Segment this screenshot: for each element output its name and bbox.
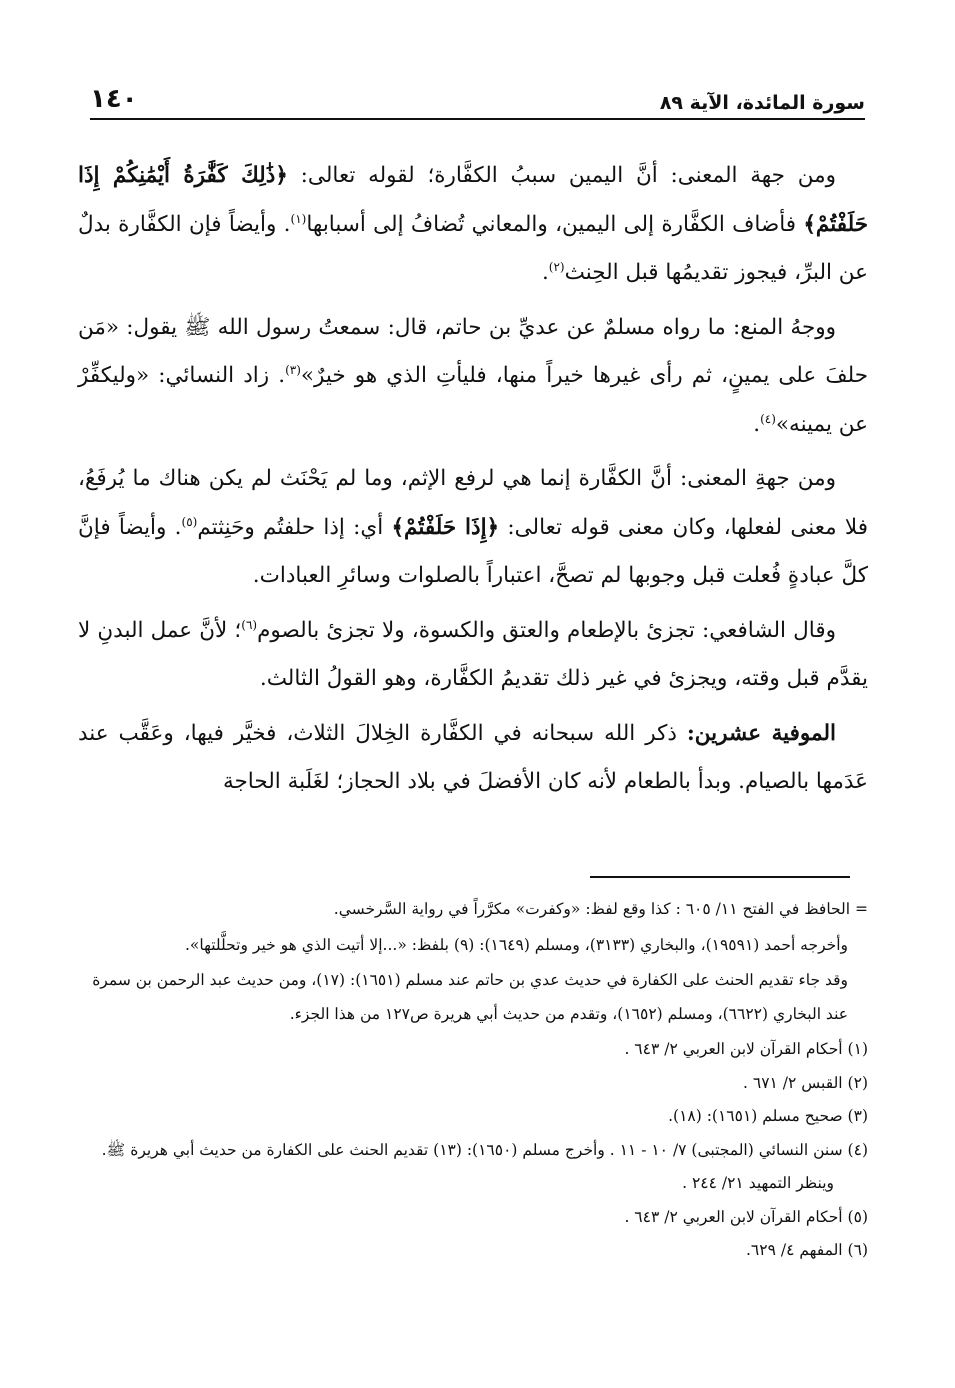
footnote-continuation-3: وقد جاء تقديم الحنث على الكفارة في حديث عدي بن حاتم عند مسلم (١٦٥١): (١٧)، ومن حديث عبد الرحمن بن سمرة عند البخاري (٦٦٢٢)، ومسلم (١٦٥٢)، وتقدم من حديث أبي هريرة ص١٢٧ من هذا الجزء. bbox=[92, 971, 848, 1023]
footnote-ref-4[interactable]: (٤) bbox=[760, 411, 776, 426]
paragraph-2-text-a: ووجهُ المنع: ما رواه مسلمٌ عن عديِّ بن حاتم، قال: سمعتُ رسول الله ﷺ يقول: «مَن حلفَ على يمينٍ، ثم رأى غيرها خيراً منها، فليأتِ الذي هو خيرٌ» bbox=[78, 314, 868, 388]
footnote-4 bbox=[78, 1134, 868, 1201]
footnote-text: القبس ٢/ ٦٧١ . bbox=[743, 1073, 843, 1092]
running-title: سورة المائدة، الآية ٨٩ bbox=[659, 92, 865, 114]
footnote-number: (٦) bbox=[847, 1241, 868, 1259]
paragraph-5-lead: الموفية عشرين: bbox=[686, 720, 836, 746]
paragraph-1 bbox=[78, 152, 868, 298]
paragraph-4-text-b: ؛ لأنَّ عمل البدنِ لا يقدَّم قبل وقته، ويجزئ في غير ذلك تقديمُ الكفَّارة، وهو القولُ الثالث. bbox=[78, 617, 868, 691]
footnote-continuation-2: وأخرجه أحمد (١٩٥٩١)، والبخاري (٣١٣٣)، ومسلم (١٦٤٩): (٩) بلفظ: «...إلا أتيت الذي هو خير وتحلَّلتها». bbox=[184, 935, 848, 954]
paragraph-3 bbox=[78, 455, 868, 601]
footnote-5 bbox=[78, 1201, 868, 1235]
paragraph-2 bbox=[78, 304, 868, 450]
footnotes bbox=[78, 893, 868, 1268]
paragraph-4 bbox=[78, 607, 868, 704]
paragraph-1-text-d: . bbox=[541, 260, 549, 285]
page-number: ١٤٠ bbox=[90, 84, 138, 114]
footnote-6 bbox=[78, 1234, 868, 1268]
paragraph-3-text-b: أي: إذا حلفتُم وحَنِثتم bbox=[197, 514, 392, 540]
paragraph-3-text-a: ومن جهةِ المعنى: أنَّ الكفَّارة إنما هي لرفع الإثم، وما لم يَحْنَث لم يكن هناك ما يُرفَعُ، فلا معنى لفعلها، وكان معنى قوله تعالى: bbox=[78, 466, 868, 540]
footnote-ref-3[interactable]: (٣) bbox=[285, 362, 301, 377]
paragraph-2-text-c: . bbox=[753, 411, 761, 437]
footnote-ref-6[interactable]: (٦) bbox=[241, 617, 258, 632]
paragraph-1-text-a: ومن جهة المعنى: أنَّ اليمين سببُ الكفَّارة؛ لقوله تعالى: bbox=[287, 163, 836, 188]
footnote-3 bbox=[78, 1100, 868, 1134]
footnote-ref-5[interactable]: (٥) bbox=[181, 514, 198, 529]
footnote-number: (٢) bbox=[847, 1073, 868, 1092]
quran-verse-1: ﴿ذَٰلِكَ كَفَّٰرَةُ أَيْمَٰنِكُمْ إِذَا حَلَفْتُمْ﴾ bbox=[78, 163, 869, 237]
footnote-number: (٣) bbox=[847, 1107, 868, 1125]
footnote-1 bbox=[78, 1033, 868, 1067]
footnote-divider bbox=[590, 876, 850, 878]
paragraph-5-text-a: ذكر الله سبحانه في الكفَّارة الخِلالَ الثلاث، فخيَّر فيها، وعَقَّب عند عَدَمها بالصيام. وبدأ بالطعام لأنه كان الأفضلَ في بلاد الحجاز؛ لغَلَبة الحاجة bbox=[78, 720, 868, 794]
paragraph-5 bbox=[78, 710, 868, 807]
footnote-2 bbox=[78, 1067, 868, 1101]
paragraph-4-text-a: وقال الشافعي: تجزئ بالإطعام والعتق والكسوة، ولا تجزئ بالصوم bbox=[257, 617, 836, 643]
footnote-ref-1[interactable]: (١) bbox=[290, 211, 307, 226]
footnote-text: أحكام القرآن لابن العربي ٢/ ٦٤٣ . bbox=[624, 1040, 843, 1058]
footnote-number: (١) bbox=[847, 1040, 868, 1058]
quran-verse-2: ﴿إِذَا حَلَفْتُمْ﴾ bbox=[391, 514, 500, 540]
footnote-text: أحكام القرآن لابن العربي ٢/ ٦٤٣ . bbox=[624, 1207, 843, 1226]
footnote-text: المفهم ٤/ ٦٢٩. bbox=[745, 1241, 843, 1259]
footnote-number: (٤) bbox=[847, 1140, 868, 1159]
paragraph-2-text-b: . زاد النسائي: «وليكفِّرْ عن يمينه» bbox=[78, 363, 868, 437]
paragraph-1-text-b: فأضاف الكفَّارة إلى اليمين، والمعاني تُضافُ إلى أسبابها bbox=[306, 211, 804, 237]
main-text bbox=[78, 152, 868, 813]
footnote-ref-2[interactable]: (٢) bbox=[548, 259, 565, 274]
paragraph-1-text-c: . وأيضاً فإن الكفَّارة بدلٌ عن البرِّ، فيجوز تقديمُها قبل الحِنث bbox=[78, 211, 868, 285]
footnote-text: صحيح مسلم (١٦٥١): (١٨). bbox=[668, 1107, 843, 1125]
paragraph-3-text-c: . وأيضاً فإنَّ كلَّ عبادةٍ فُعلت قبل وجوبها لم تصحَّ، اعتباراً بالصلوات وسائرِ العبادات. bbox=[78, 514, 868, 588]
running-header bbox=[90, 80, 865, 120]
footnote-continuation-1: = الحافظ في الفتح ١١/ ٦٠٥ : كذا وقع لفظ: «وكفرت» مكرَّراً في رواية السَّرخسي. bbox=[333, 900, 868, 918]
footnote-number: (٥) bbox=[847, 1207, 868, 1226]
footnote-text: سنن النسائي (المجتبى) ٧/ ١٠ - ١١ . وأخرج مسلم (١٦٥٠): (١٣) تقديم الحنث على الكفارة من حديث أبي هريرة ﷺ. وينظر التمهيد ٢١/ ٢٤٤ . bbox=[101, 1140, 843, 1192]
